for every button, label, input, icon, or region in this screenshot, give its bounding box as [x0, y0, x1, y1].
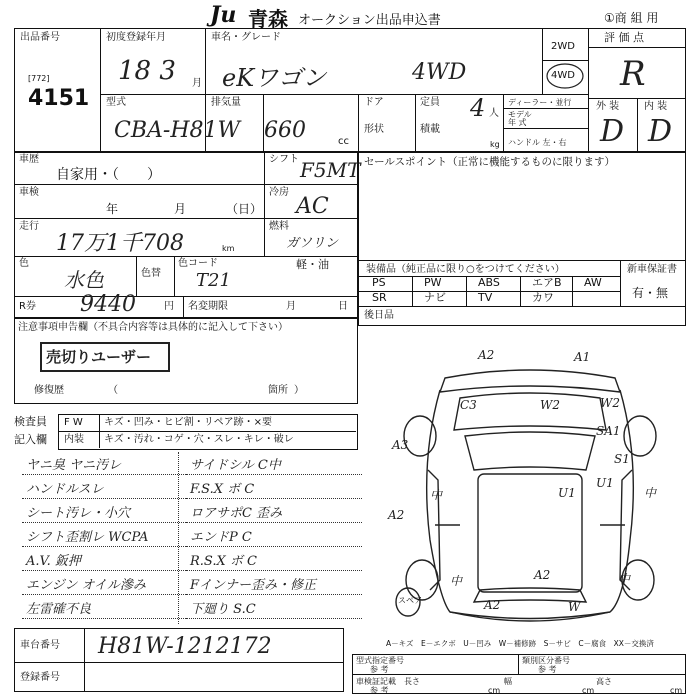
aircon-value: AC [296, 194, 329, 219]
displacement-label: 排気量 [211, 97, 241, 108]
damage-legend: A－キズ E－エクボ U－凹み W－補修跡 S－サビ C－腐食 XX－交換済 [386, 639, 654, 648]
damage-mark: 中 [450, 574, 463, 588]
equipment-item: カワ [532, 291, 554, 304]
damage-mark: A1 [574, 350, 591, 364]
car-name-value: eKワゴン [222, 64, 327, 92]
warranty-label: 新車保証書 [627, 264, 677, 275]
model-value: CBA-H81W [114, 118, 241, 143]
color-label: 色 [19, 258, 29, 269]
damage-mark: C3 [460, 398, 477, 412]
length-label: 長さ [404, 677, 420, 686]
dealer-label: ディーラー・並行 [508, 98, 572, 107]
model-year-year: 年 式 [508, 118, 527, 127]
r-ticket-value: 9440 [80, 292, 136, 317]
height-label: 高さ [596, 677, 612, 686]
fuel-label: 燃料 [269, 221, 289, 232]
ref-label-3: 参 考 [370, 686, 389, 695]
interior-label: 内 装 [644, 101, 668, 112]
ju-logo: Ju [210, 2, 237, 28]
doors-label: ドア [364, 97, 384, 108]
fuel-value: ガソリン [286, 236, 339, 251]
equipment-item: SR [372, 291, 387, 304]
damage-mark: A3 [392, 438, 409, 452]
later-day-label: 後日品 [364, 310, 394, 321]
grade-value: R [620, 54, 646, 94]
mileage-label: 走行 [19, 221, 39, 232]
name-change-day: 日 [338, 301, 348, 312]
header [0, 0, 700, 30]
first-reg-unit: 月 [192, 78, 202, 89]
capacity-value: 4 [470, 94, 486, 122]
drive-2wd-label: 2WD [551, 41, 575, 52]
width-unit: cm [582, 686, 595, 695]
drive-4wd-circle [543, 60, 587, 92]
exterior-value: D [600, 114, 625, 149]
hand-note: 下廻り S.C [190, 602, 256, 617]
interior-value: D [648, 114, 673, 149]
hand-note: F.S.X ボ C [190, 482, 255, 497]
aircon-label: 冷房 [269, 187, 289, 198]
first-reg-label: 初度登録年月 [106, 32, 166, 43]
hand-note: ヤニ臭 ヤニ汚レ [26, 458, 122, 473]
ref-label-1: 参 考 [370, 665, 389, 674]
color-code-value: T21 [196, 270, 231, 291]
hand-note: シフト歪割レ WCPA [26, 530, 149, 545]
lot-label: 出品番号 [20, 32, 60, 43]
header-title: 青森 [248, 7, 288, 31]
damage-mark: S1 [614, 452, 630, 466]
spare-label: スペア [398, 596, 422, 605]
car-drive-value: 4WD [412, 60, 467, 85]
fuel-option: 軽・油 [296, 258, 329, 271]
equipment-item: PS [372, 276, 386, 289]
equipment-item: エアB [532, 276, 562, 289]
history-label: 車歴 [19, 154, 39, 165]
class-label: 類別区分番号 [522, 656, 570, 665]
hand-note: シート汚レ・小穴 [26, 506, 131, 521]
load-label: 積載 [420, 124, 440, 135]
first-reg-value: 18 3 [118, 56, 176, 86]
sales-point-label: セールスポイント（正常に機能するものに限ります） [364, 156, 616, 168]
length-unit: cm [488, 686, 501, 695]
mileage-unit: km [222, 244, 235, 253]
damage-mark: 中 [644, 486, 657, 500]
r-ticket-unit: 円 [164, 301, 174, 312]
capacity-label: 定員 [420, 97, 440, 108]
damage-mark: W2 [600, 396, 620, 410]
inspection-label: 車検 [19, 187, 39, 198]
damage-mark: A2 [534, 568, 551, 582]
equipment-item: PW [424, 276, 442, 289]
hand-note: ロアサポC 歪み [190, 506, 283, 521]
hand-note: エンドP C [190, 530, 252, 545]
model-label: 型式 [106, 97, 126, 108]
hand-note: A.V. 鈑押 [26, 554, 81, 569]
shape-label: 形状 [364, 124, 384, 135]
handle-label: ハンドル 左・右 [508, 138, 567, 147]
copy-label: ①商 組 用 [604, 11, 659, 25]
equipment-item: ABS [478, 276, 500, 289]
equipment-item: ナビ [424, 291, 446, 304]
car-diagram [380, 340, 680, 630]
history-value: 自家用・（ ） [56, 167, 161, 183]
height-unit: cm [670, 686, 683, 695]
equipment-item: AW [584, 276, 602, 289]
capacity-unit: 人 [489, 108, 499, 119]
repair-label: 修復歴 [34, 385, 64, 396]
name-change-label: 名変期限 [188, 301, 228, 312]
width-label: 幅 [504, 677, 512, 686]
inspector-row2-items: キズ・汚れ・コゲ・穴・スレ・キレ・破レ [104, 434, 294, 445]
r-ticket-label: R券 [19, 301, 36, 312]
grade-label: 評 価 点 [604, 31, 644, 44]
displacement-value: 660 [264, 118, 306, 143]
name-change-month: 月 [286, 301, 296, 312]
displacement-unit: cc [338, 136, 349, 147]
damage-mark: W [568, 600, 581, 614]
damage-mark: U1 [596, 476, 614, 490]
inspector-row2-label: 内装 [64, 434, 84, 445]
load-unit: kg [490, 140, 500, 149]
color-replace-label: 色替 [141, 268, 161, 279]
shift-value: F5MT [300, 158, 361, 182]
lot-number: 4151 [28, 86, 90, 111]
repair-close: ） [294, 385, 304, 396]
color-value: 水色 [64, 268, 104, 292]
damage-mark: A2 [388, 508, 405, 522]
inspector-row1-items: キズ・凹み・ヒビ割・リペア跡・×要 [104, 417, 272, 428]
chassis-label: 車台番号 [20, 640, 60, 651]
model-year-model: モデル [508, 110, 532, 119]
inspection-day: （日） [226, 202, 263, 216]
shift-label: シフト [269, 154, 299, 165]
fixed-label: 型式指定番号 [356, 656, 404, 665]
damage-mark: U1 [558, 486, 576, 500]
mileage-value: 17万1千708 [56, 231, 184, 256]
hand-note: R.S.X ボ C [190, 554, 257, 569]
damage-mark: A2 [478, 348, 495, 362]
repair-open: （ [108, 385, 118, 396]
lot-code: [772] [28, 74, 50, 83]
cert-label: 車検証記載 [356, 677, 396, 686]
damage-mark: SA1 [596, 424, 621, 438]
inspection-year: 年 [106, 202, 119, 216]
chassis-value: H81W-1212172 [98, 634, 272, 659]
damage-mark: A2 [484, 598, 501, 612]
hand-note: ハンドルスレ [26, 482, 104, 497]
color-code-label: 色コード [178, 258, 218, 269]
equipment-label: 装備品（純正品に限り○をつけてください） [366, 264, 565, 275]
notes-label: 注意事項申告欄（不具合内容等は具体的に記入して下さい） [18, 322, 288, 333]
equipment-item: TV [478, 291, 493, 304]
record-label: 記入欄 [14, 433, 47, 446]
ref-label-2: 参 考 [538, 665, 557, 674]
inspector-row1-label: F W [64, 417, 83, 428]
hand-note: サイドシル C中 [190, 458, 281, 473]
repair-tail: 箇所 [268, 385, 288, 396]
hand-note: 左雷確不良 [26, 602, 92, 617]
inspector-label: 検査員 [14, 415, 47, 428]
inspection-month: 月 [174, 202, 187, 216]
hand-note: エンジン オイル滲み [26, 578, 146, 593]
header-subtitle: オークション出品申込書 [298, 13, 441, 28]
exterior-label: 外 装 [596, 101, 620, 112]
hand-note: Fインナー歪み・修正 [190, 578, 317, 593]
car-name-label: 車名・グレード [211, 32, 281, 43]
notes-value: 売切りユーザー [46, 348, 152, 366]
damage-mark: 中 [430, 488, 443, 502]
warranty-value: 有・無 [632, 286, 669, 300]
damage-mark: W2 [540, 398, 560, 412]
registration-label: 登録番号 [20, 672, 60, 683]
drive-4wd-label: 4WD [551, 70, 575, 81]
damage-mark: 中 [618, 572, 631, 586]
